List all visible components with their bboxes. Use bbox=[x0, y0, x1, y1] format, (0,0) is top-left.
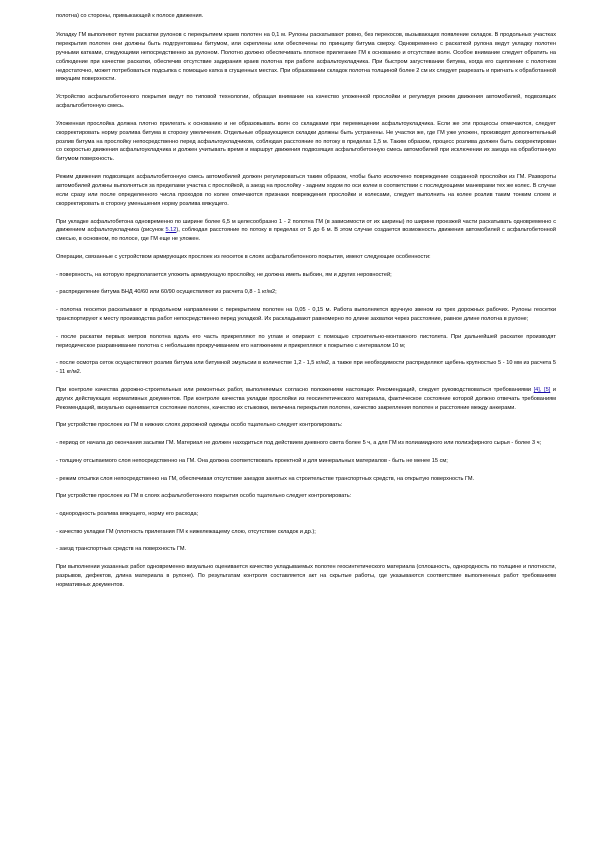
paragraph-text: - после осмотра сеток осуществляют розлив битума или битумной эмульсии в количестве 1,2 - 1,5 кг/м2, а также при необходимости распределяют щебень крупностью 5 - 10 мм из расчета 5 - 11 кг/м2. bbox=[56, 360, 556, 376]
paragraph-text: Уложенная прослойка должна плотно прилегать к основанию и не образовывать волн со складками при перемещении асфальтоукладчика. Если же эти процессы отмечаются, следует скорректировать норму розлива битума в сторону увеличения. Отдельные образующиеся складки должны быть устранены. Не участки же, где ГМ уже уложен, производят дополнительный розлив битума на прослойку непосредственно перед асфальтоукладчиком, соблюдая расстояние по потоку в пределах 1,5 м. Таким образом, процесс розлива должен быть скорректирован со скоростью движения асфальтоукладчика и должен учитывать время и маршрут движения подвозящих асфальтобетонную смесь автомобилей при исключении их заезда на обработанную битумом поверхность. bbox=[56, 120, 556, 163]
paragraph bbox=[56, 475, 556, 484]
paragraph-text-continued: и других действующих нормативных документов. При контроле качества укладки прослойки из геосинтетического материала, фактическое состояние которой должно отвечать требованиям Рекомендаций, визуально оценивается состояние полотен, качество их стыковки, величина перекрытия полотен, качество закрепления полотен и расстояние между анкерами. bbox=[56, 386, 556, 411]
paragraph bbox=[56, 457, 556, 466]
paragraph bbox=[56, 359, 556, 377]
reference-link[interactable]: 5.12 bbox=[165, 227, 177, 234]
paragraph-text: - режим отсыпки слоя непосредственно на ГМ, обеспечивая отсутствие заездов занятых на строительстве транспортных средств, на открытую поверхность ГМ. bbox=[56, 475, 475, 482]
paragraph bbox=[56, 173, 556, 209]
reference-link[interactable]: [4], [5] bbox=[533, 386, 551, 393]
paragraph bbox=[56, 421, 556, 430]
document-body bbox=[56, 12, 556, 599]
paragraph-text: - полотна геосетки раскатывают в продольном направлении с перекрытием полотен на 0,05 - 0,15 м. Работа выполняется вручную звеном из трех дорожных рабочих. Рулоны геосетки транспортируют к месту производства работ непосредственно перед укладкой. Их раскладывают равномерно по длине захватки через расстояние, равное длине полотна в рулоне; bbox=[56, 307, 556, 323]
paragraph-text: Операции, связанные с устройством армирующих прослоек из геосеток в слоях асфальтобетонного покрытия, имеют следующие особенности: bbox=[56, 254, 431, 261]
paragraph bbox=[56, 306, 556, 324]
paragraph bbox=[56, 253, 556, 262]
paragraph bbox=[56, 31, 556, 84]
paragraph-text-continued: ), соблюдая расстояние по потоку в пределах от 5 до 6 м. В этом случае создается возможность движения автомобилей с асфальтобетонной смесью, в основном, по полосе, где ГМ еще не уложен. bbox=[56, 227, 556, 243]
paragraph-text: - период от начала до окончания засыпки ГМ. Материал не должен находиться под действием дневного света более 5 ч, а для ГМ из полиамидного или полиэфирного сырья - более 3 ч; bbox=[56, 440, 542, 447]
paragraph-text: - качество укладки ГМ (плотность прилегания ГМ к нижележащему слою, отсутствие складок и др.); bbox=[56, 528, 316, 535]
paragraph bbox=[56, 545, 556, 554]
paragraph bbox=[56, 563, 556, 590]
paragraph-text: При укладке асфальтобетона одновременно по ширине более 6,5 м целесообразно 1 - 2 полотна ГМ (в зависимости от их ширины) по ширине проезжей части раскатывать одновременно с движением асфальтоукладчика (рисунок bbox=[56, 218, 556, 234]
paragraph bbox=[56, 528, 556, 537]
paragraph-text: При устройстве прослоек из ГМ в нижних слоях дорожной одежды особо тщательно следует контролировать: bbox=[56, 422, 343, 429]
paragraph bbox=[56, 93, 556, 111]
paragraph bbox=[56, 271, 556, 280]
paragraph bbox=[56, 492, 556, 501]
paragraph-text: - однородность розлива вяжущего, норму его расхода; bbox=[56, 510, 199, 517]
paragraph-text: - распределение битума БНД 40/60 или 60/90 осуществляют из расчета 0,8 - 1 кг/м2; bbox=[56, 289, 277, 296]
paragraph-text: Устройство асфальтобетонного покрытия ведут по типовой технологии, обращая внимание на качество уложенной прослойки и регулируя режим движения автомобилей, подвозящих асфальтобетонную смесь. bbox=[56, 94, 556, 110]
paragraph-text: При выполнении указанных работ одновременно визуально оценивается качество укладываемых полотен геосинтетического материала (сплошность, однородность по толщине и плотности, разрывов, дефектов, длина материала в рулоне). По результатам контроля составляется акт на скрытые работы, где указываются соответствие выполненных работ требованиям нормативных документов. bbox=[56, 564, 556, 588]
paragraph bbox=[56, 12, 556, 21]
paragraph-text: При контроле качества дорожно-строительных или ремонтных работ, выполняемых согласно положениям настоящих Рекомендаций, следует руководствоваться требованиями bbox=[56, 386, 534, 393]
paragraph-text: полотна) со стороны, примыкающей к полосе движения. bbox=[56, 13, 204, 19]
paragraph bbox=[56, 510, 556, 519]
paragraph bbox=[56, 333, 556, 351]
paragraph-text: - поверхность, на которую предполагается уложить армирующую прослойку, не должна иметь выбоин, ям и других неровностей; bbox=[56, 271, 392, 278]
paragraph-text: Режим движения подвозящих асфальтобетонную смесь автомобилей должен регулироваться таким образом, чтобы было исключено повреждение созданной прослойки из ГМ. Развороты автомобилей должны выполняться за пределами участка с прослойкой, а заезд на прослойку - задним ходом по оси колеи в соответствии с последующими маневрами тех же колес. В случае если сразу или после определенного числа проходов по колее отмечаются признаки повреждения прослойки и колесами, следует выполнить на колее розлив таким тонким слоем и скорректировать в сторону уменьшения норму розлива вяжущего. bbox=[56, 174, 556, 207]
paragraph-text: При устройстве прослоек из ГМ в слоях асфальтобетонного покрытия особо тщательно следует контролировать: bbox=[56, 493, 352, 500]
paragraph-text: - толщину отсыпаемого слоя непосредственно на ГМ. Она должна соответствовать проектной и для минеральных материалов - быть не менее 15 см; bbox=[56, 457, 448, 464]
paragraph bbox=[56, 386, 556, 413]
paragraph bbox=[56, 120, 556, 165]
paragraph bbox=[56, 288, 556, 297]
paragraph bbox=[56, 439, 556, 448]
paragraph-text: - после раскатки первых метров полотна вдоль его часть прикрепляют по углам и опирают с помощью строительно-монтажного пистолета. При дальнейшей раскатке производят периодическое разравнивание полотна с небольшим прокручиванием его натяжением и прикрепляют к покрытию с интервалом 10 м; bbox=[56, 333, 556, 349]
paragraph bbox=[56, 218, 556, 245]
paragraph-text: Укладку ГМ выполняют путем раскатки рулонов с перекрытием краев полотен на 0,1 м. Рулоны раскатывают ровно, без перекосов, вызывающих появление складок. В продольных участках перекрытия полотен они должны быть подгрунтованы битумом, или скреплены или обеспечены по принципу битума сверху. Одновременно с раскаткой рулона ведут укладку полотен ручными катками, следующими непосредственно за рулоном. Полотно должно обеспечивать плотное прилегание ГМ к основанию и отсутствие волн. Особое внимание следует обратить на соблюдение при качестве раскатки, обеспечив отсутствие задирания краев полотна при работе асфальтоукладчика. При быстром загустевании битума, когда его сцепление с полотном недостаточно, может потребоваться подсыпка с помощью катка в сгущенных местах. При образовании складок полотна толщиной более 2 см их следует разрезать и пригнать к обработанной вяжущим поверхности. bbox=[56, 31, 556, 83]
paragraph-text: - заезд транспортных средств на поверхность ГМ. bbox=[56, 546, 187, 553]
